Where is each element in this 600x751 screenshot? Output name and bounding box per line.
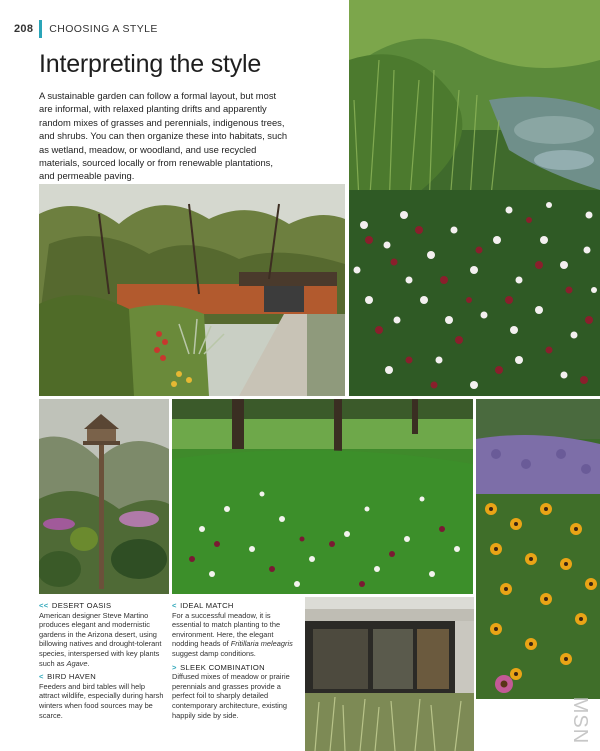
- caption-heading-desert-oasis: << DESERT OASIS: [39, 601, 112, 610]
- pond-gaura-photo: [349, 0, 600, 396]
- page-title: Interpreting the style: [39, 50, 262, 78]
- watermark-text: MSN: [569, 696, 592, 745]
- caption-body-ideal-match: For a successful meadow, it is essential to match planting to the environment. Here, the elegant nodding heads of Fritillaria meleagris suggest damp conditions.: [172, 610, 293, 658]
- caption-heading-sleek-combination: > SLEEK COMBINATION: [172, 662, 265, 672]
- fritillaria-meadow-photo: [172, 399, 473, 594]
- caption-body-bird-haven: Feeders and bird tables will help attract wildlife, especially during harsh winters when food sources may be scarce.: [39, 681, 164, 720]
- bird-haven-photo: [39, 399, 169, 594]
- caption-arrow-icon: <<: [39, 601, 49, 610]
- contemporary-house-photo: [305, 597, 474, 751]
- page-header: [14, 20, 158, 38]
- header-accent-bar: [39, 20, 42, 38]
- desert-oasis-photo: [39, 184, 345, 396]
- captions-column-left: [39, 601, 167, 720]
- caption-arrow-icon: <: [172, 601, 177, 610]
- caption-body-sleek-combination: Diffused mixes of meadow or prairie perennials and grasses provide a perfect foil to sharply detailed contemporary architecture, existing happily side by side.: [172, 672, 290, 720]
- caption-heading-ideal-match: < IDEAL MATCH: [172, 601, 234, 610]
- caption-heading-bird-haven: < BIRD HAVEN: [39, 672, 97, 682]
- caption-arrow-icon: >: [172, 662, 177, 672]
- watermark: [560, 690, 600, 751]
- captions-column-right: [172, 601, 300, 720]
- section-name: CHOOSING A STYLE: [49, 23, 158, 35]
- rudbeckia-photo: [476, 399, 600, 699]
- caption-arrow-icon: <: [39, 672, 44, 682]
- page-number: 208: [14, 23, 34, 35]
- intro-paragraph: A sustainable garden can follow a formal layout, but most are informal, with relaxed planting drifts and apparently random mixes of grasses and perennials, indigenous trees, and shrubs. You can then organize these into habitats, such as wetland, meadow, or woodland, and use recycled materials, sourced locally or from renewable plantations, and permeable paving.: [39, 90, 288, 182]
- caption-body-desert-oasis: American designer Steve Martino produces elegant and modernistic gardens in the Arizona desert, using billowing natives and drought-tolerant species, interspersed with key plants such as Agave.: [39, 610, 162, 668]
